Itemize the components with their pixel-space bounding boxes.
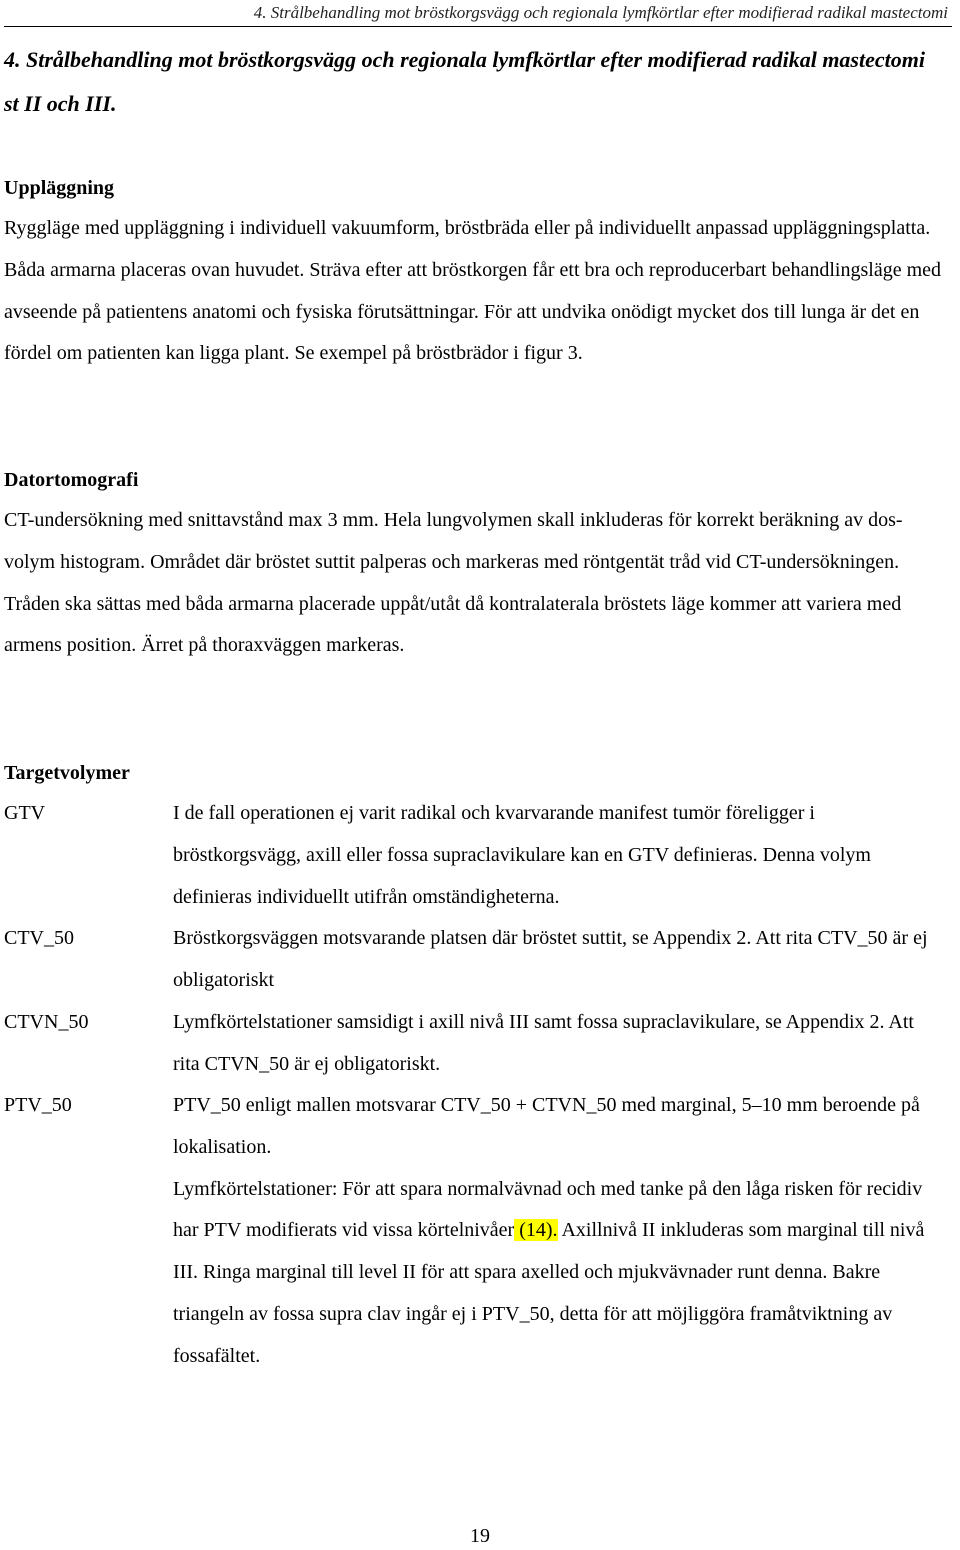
heading-targetvolymer: Targetvolymer — [4, 762, 130, 784]
ptv50-lymph-text-continued: Axillnivå II inkluderas som marginal till nivå III. Ringa marginal till level II för att spara axelled och mjukvävnader runt denna. Bakre triangeln av fossa supra clav ingår ej i PTV_50, detta för att möjliggöra framåtviktning av fossafältet. — [173, 1219, 925, 1367]
target-desc-gtv: I de fall operationen ej varit radikal och kvarvarande manifest tumör föreligger i bröstkorgsvägg, axill eller fossa supraclavikulare kan en GTV definieras. Denna volym definieras individuellt utifrån omständigheterna. — [173, 802, 871, 908]
heading-datortomografi: Datortomografi — [4, 469, 139, 491]
target-desc-ptv50 — [173, 1085, 943, 1378]
ptv50-lymph-text: Lymfkörtelstationer: För att spara normalvävnad och med tanke på den låga risken för recidiv har PTV modifierats vid vissa körtelnivåer — [173, 1177, 923, 1242]
target-desc-ctv50: Bröstkorgsväggen motsvarande platsen där bröstet suttit, se Appendix 2. Att rita CTV_50 är ej obligatoriskt — [173, 927, 928, 991]
ptv50-margin-text: PTV_50 enligt mallen motsvarar CTV_50 + CTVN_50 med marginal, 5–10 mm beroende på lokalisation. — [173, 1094, 920, 1158]
running-header: 4. Strålbehandling mot bröstkorgsvägg och regionala lymfkörtlar efter modifierad radikal mastectomi — [253, 3, 948, 22]
target-label-ctv50: CTV_50 — [4, 927, 74, 949]
chapter-title: 4. Strålbehandling mot bröstkorgsvägg och regionala lymfkörtlar efter modifierad radikal mastectomi st II och III. — [4, 47, 925, 116]
page-number: 19 — [470, 1525, 490, 1547]
header-rule — [4, 26, 952, 27]
heading-upplaggning: Uppläggning — [4, 177, 115, 199]
target-label-ctvn50: CTVN_50 — [4, 1011, 89, 1033]
target-label-ptv50: PTV_50 — [4, 1094, 72, 1116]
reference-14-highlight: (14). — [514, 1219, 558, 1242]
paragraph-datortomografi: CT-undersökning med snittavstånd max 3 mm. Hela lungvolymen skall inkluderas för korrekt beräkning av dos-volym histogram. Området där bröstet suttit palperas och markeras med röntgentät tråd vid CT-undersökningen. Tråden ska sättas med båda armarna placerade uppåt/utåt då kontralaterala bröstets läge kommer att variera med armens position. Ärret på thoraxväggen markeras. — [4, 509, 903, 657]
target-desc-ctvn50: Lymfkörtelstationer samsidigt i axill nivå III samt fossa supraclavikulare, se Appendix 2. Att rita CTVN_50 är ej obligatoriskt. — [173, 1011, 914, 1075]
paragraph-upplaggning: Rygglӓge med uppläggning i individuell vakuumform, bröstbräda eller på individuellt anpassad uppläggningsplatta. Båda armarna placeras ovan huvudet. Sträva efter att bröstkorgen får ett bra och reproducerbart behandlingsläge med avseende på patientens anatomi och fysiska förutsättningar. För att undvika onödigt mycket dos till lunga är det en fördel om patienten kan ligga plant. Se exempel på bröstbrädor i figur 3. — [4, 217, 942, 365]
target-label-gtv: GTV — [4, 802, 46, 824]
